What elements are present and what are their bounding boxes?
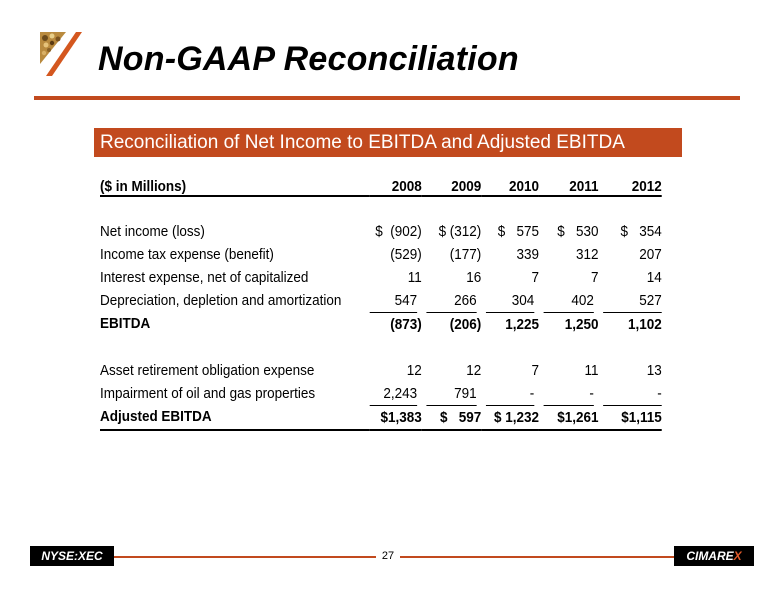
table-row: [100, 220, 662, 243]
cell-value: -: [481, 382, 539, 406]
cell-value: 12: [466, 362, 482, 379]
cell-value: $ 575: [497, 223, 539, 240]
table-row: [100, 266, 662, 289]
cell-value: 16: [466, 269, 482, 286]
cell-value: 7: [531, 269, 539, 286]
cell-value: 1,250: [564, 316, 599, 333]
year-header: 2010: [481, 172, 539, 196]
row-label: Depreciation, depletion and amortization: [100, 292, 342, 309]
cell-value: -: [598, 382, 661, 406]
cell-value: $1,261: [539, 406, 599, 431]
cell-value: 13: [646, 362, 662, 379]
cell-value: 312: [575, 246, 599, 263]
row-label: EBITDA: [100, 316, 151, 333]
cell-value: 7: [590, 269, 599, 286]
year-header: 2011: [539, 172, 599, 196]
table-row: [100, 359, 662, 382]
cell-value: $ (902): [375, 223, 422, 240]
cell-value: $1,115: [598, 406, 661, 431]
cell-value: 304: [481, 289, 539, 313]
logo-emblem: [36, 30, 84, 80]
spacer-row: [100, 336, 662, 359]
page-number: 27: [376, 547, 400, 565]
row-label: Interest expense, net of capitalized: [100, 269, 309, 286]
row-label: Impairment of oil and gas properties: [100, 385, 316, 402]
cell-value: (177): [449, 246, 482, 263]
row-label: Adjusted EBITDA: [100, 406, 370, 431]
cell-value: $ (312): [438, 223, 482, 240]
cell-value: 12: [406, 362, 422, 379]
cell-value: 402: [539, 289, 599, 313]
title-divider: [34, 96, 740, 100]
year-header: 2009: [422, 172, 482, 196]
row-label: Income tax expense (benefit): [100, 246, 274, 263]
table-header-row: [100, 172, 662, 196]
cell-value: 14: [646, 269, 662, 286]
cell-value: 339: [516, 246, 539, 263]
ticker-label: NYSE:XEC: [30, 546, 114, 566]
cell-value: 1,225: [505, 316, 539, 333]
spacer-row: [100, 196, 662, 220]
table-row: [100, 382, 662, 406]
cell-value: 1,102: [627, 316, 662, 333]
cell-value: 207: [639, 246, 662, 263]
cell-value: $ 597: [422, 406, 482, 431]
reconciliation-table: [100, 172, 662, 431]
cell-value: 2,243: [370, 382, 422, 406]
table-row-total: [100, 406, 662, 431]
cell-value: 266: [422, 289, 482, 313]
year-header: 2012: [598, 172, 661, 196]
cell-value: (529): [390, 246, 422, 263]
unit-label: ($ in Millions): [100, 172, 370, 196]
cell-value: 527: [598, 289, 661, 313]
brand-logo: [674, 546, 754, 566]
table-row-subtotal: [100, 313, 662, 337]
cell-value: (206): [449, 316, 482, 333]
row-label: Asset retirement obligation expense: [100, 362, 315, 379]
year-header: 2008: [370, 172, 422, 196]
cell-value: 7: [531, 362, 539, 379]
brand-name: CIMARE: [686, 549, 734, 563]
cell-value: $ 1,232: [481, 406, 539, 431]
table-row: [100, 243, 662, 266]
table-row: [100, 289, 662, 313]
cell-value: 11: [407, 269, 422, 286]
cell-value: 791: [422, 382, 482, 406]
cell-value: 547: [370, 289, 422, 313]
page-title: Non-GAAP Reconciliation: [98, 40, 519, 78]
table-heading: Reconciliation of Net Income to EBITDA and Adjusted EBITDA: [94, 128, 682, 157]
cell-value: 11: [584, 362, 599, 379]
cell-value: $1,383: [370, 406, 422, 431]
brand-name-accent: X: [733, 549, 742, 563]
cell-value: -: [539, 382, 599, 406]
cell-value: (873): [390, 316, 422, 333]
row-label: Net income (loss): [100, 223, 205, 240]
cell-value: $ 354: [620, 223, 662, 240]
cell-value: $ 530: [557, 223, 599, 240]
